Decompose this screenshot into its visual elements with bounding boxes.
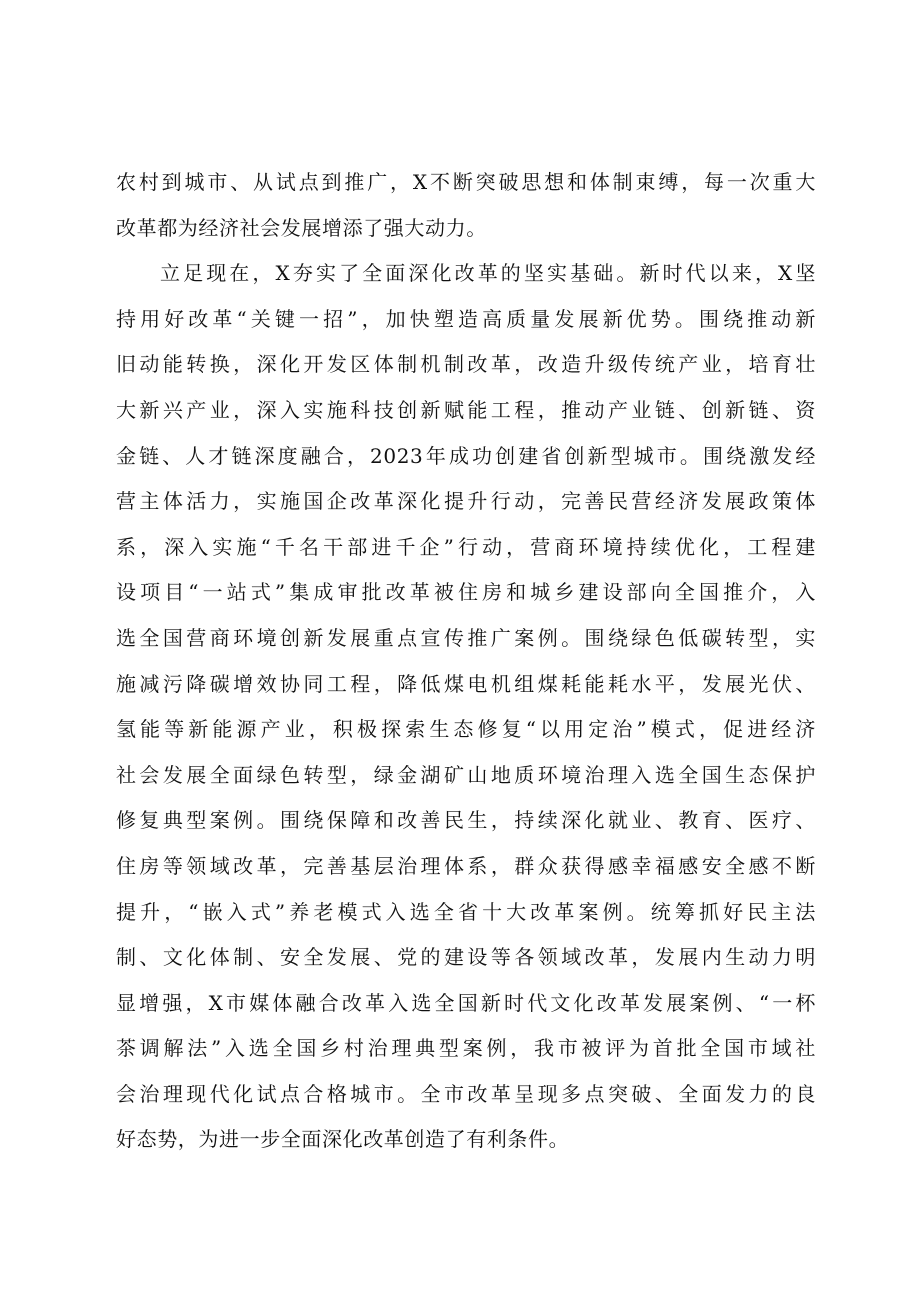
paragraph-2-line: 施减污降碳增效协同工程，降低煤电机组煤耗能耗水平，发展光伏、 xyxy=(116,671,816,696)
paragraph-2-line: 大新兴产业，深入实施科技创新赋能工程，推动产业链、创新链、资 xyxy=(116,397,816,422)
paragraph-2-line: 氢能等新能源产业，积极探索生态修复“以用定治”模式，促进经济 xyxy=(116,717,816,742)
paragraph-2-line: 社会发展全面绿色转型，绿金湖矿山地质环境治理入选全国生态保护 xyxy=(116,762,816,787)
paragraph-2-line: 茶调解法”入选全国乡村治理典型案例，我市被评为首批全国市域社 xyxy=(116,1036,816,1061)
paragraph-2-line: 系，深入实施“千名干部进千企”行动，营商环境持续优化，工程建 xyxy=(116,534,816,559)
paragraph-2-line: 金链、人才链深度融合，2023年成功创建省创新型城市。围绕激发经 xyxy=(116,443,816,468)
paragraph-1-line: 农村到城市、从试点到推广，X不断突破思想和体制束缚，每一次重大 xyxy=(116,170,816,194)
paragraph-2-line: 提升，“嵌入式”养老模式入选全省十大改革案例。统筹抓好民主法 xyxy=(116,899,816,924)
paragraph-2-line: 持用好改革“关键一招”，加快塑造高质量发展新优势。围绕推动新 xyxy=(116,306,816,331)
body-text xyxy=(116,160,816,1163)
paragraph-2-line: 好态势，为进一步全面深化改革创造了有利条件。 xyxy=(116,1127,570,1152)
paragraph-1-line: 改革都为经济社会发展增添了强大动力。 xyxy=(116,215,487,240)
paragraph-2-line: 选全国营商环境创新发展重点宣传推广案例。围绕绿色低碳转型，实 xyxy=(116,625,816,650)
paragraph-2-line: 会治理现代化试点合格城市。全市改革呈现多点突破、全面发力的良 xyxy=(116,1081,816,1106)
paragraph-2-line: 旧动能转换，深化开发区体制机制改革，改造升级传统产业，培育壮 xyxy=(116,352,816,377)
paragraph-2-line: 立足现在，X夯实了全面深化改革的坚实基础。新时代以来，X坚 xyxy=(160,261,816,286)
paragraph-2-line: 显增强，X市媒体融合改革入选全国新时代文化改革发展案例、“一杯 xyxy=(116,990,816,1015)
paragraph-2-line: 住房等领域改革，完善基层治理体系，群众获得感幸福感安全感不断 xyxy=(116,853,816,878)
paragraph-2-line: 制、文化体制、安全发展、党的建设等各领域改革，发展内生动力明 xyxy=(116,945,816,970)
paragraph-2-line: 营主体活力，实施国企改革深化提升行动，完善民营经济发展政策体 xyxy=(116,489,816,514)
paragraph-2-line: 设项目“一站式”集成审批改革被住房和城乡建设部向全国推介，入 xyxy=(116,580,816,605)
paragraph-2-line: 修复典型案例。围绕保障和改善民生，持续深化就业、教育、医疗、 xyxy=(116,808,816,833)
